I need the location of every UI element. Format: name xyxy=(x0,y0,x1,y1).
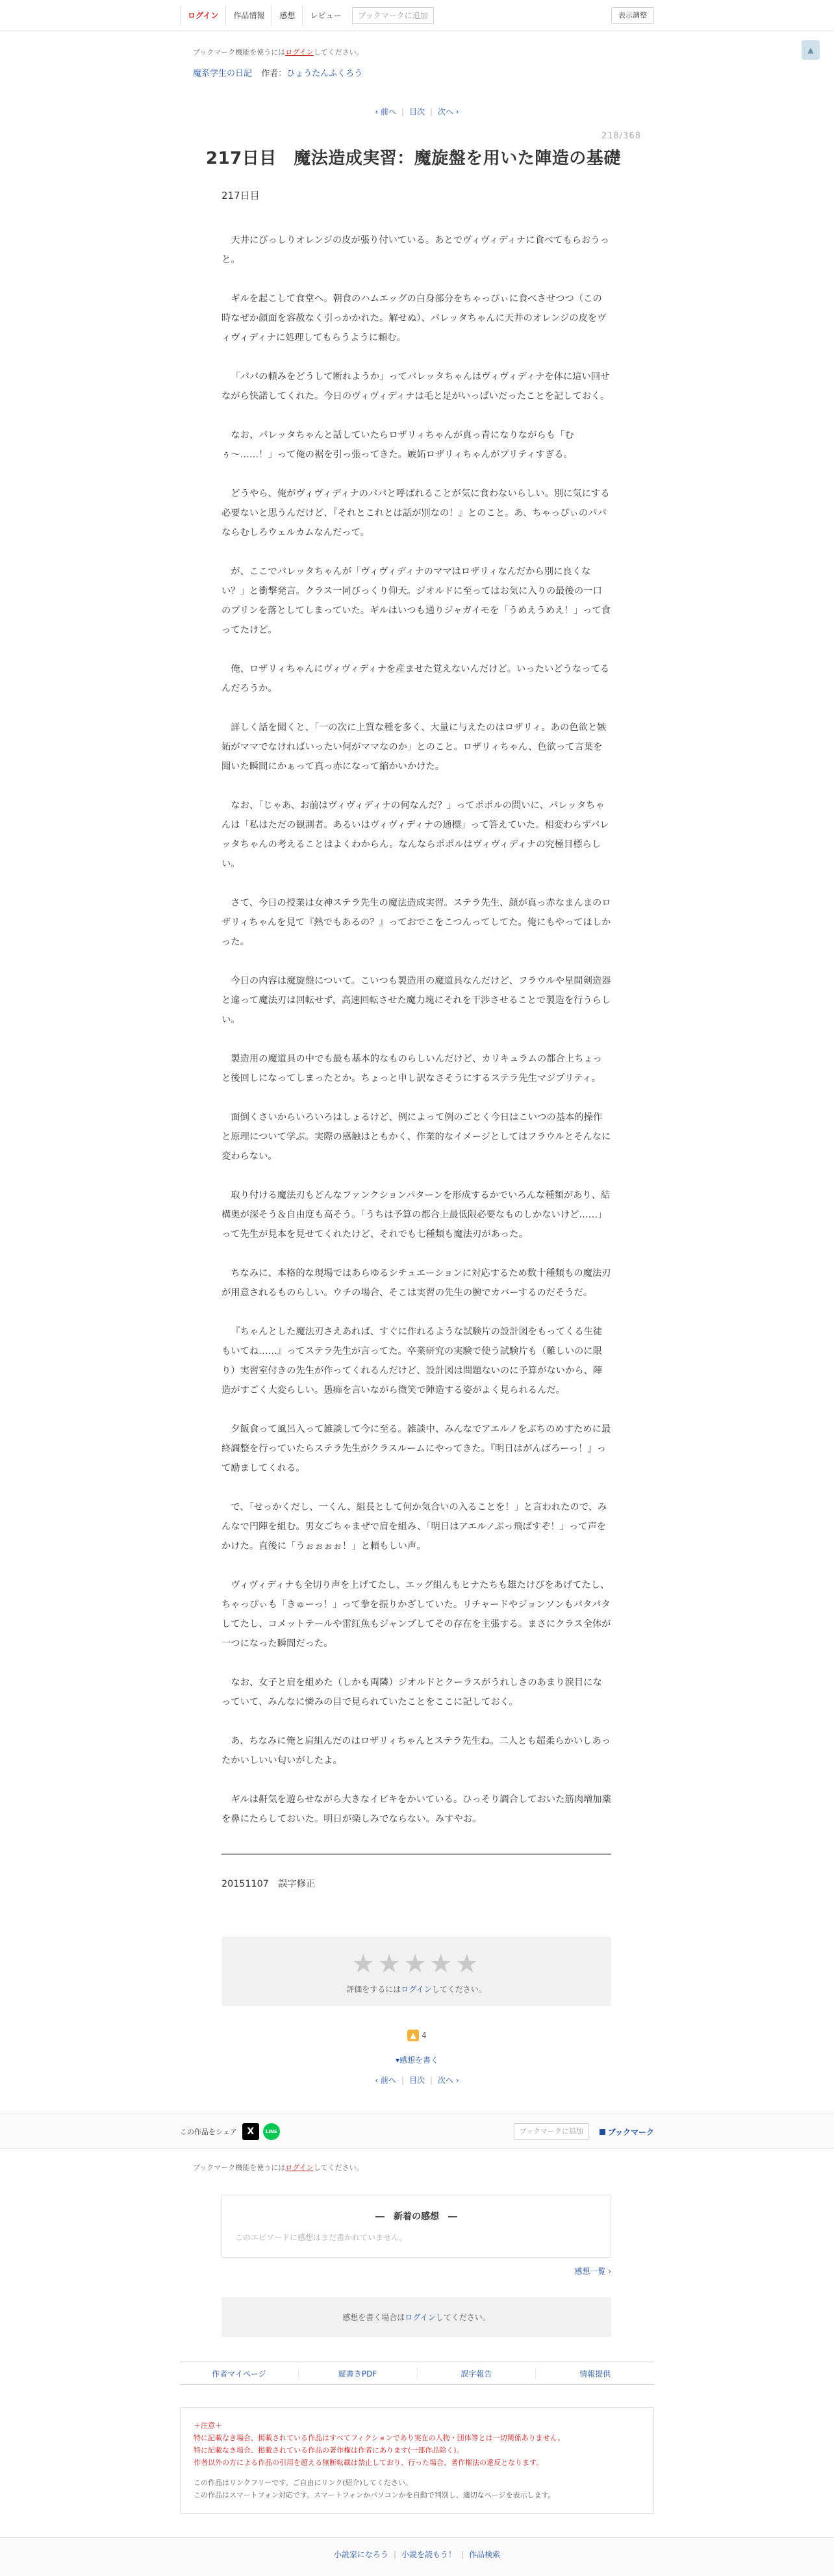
footer-link-search[interactable]: 作品検索 xyxy=(469,2550,501,2559)
top-nav-links xyxy=(180,6,348,25)
body-paragraph: なお、「じゃあ、お前はヴィヴィディナの何なんだ？」ってポポルの問いに、パレッタちゃんは「私はただの観測者。あるいはヴィヴィディナの通標」って答えていた。相変わらずパレッタちゃんの考えることはよくわからん。なんならポポルはヴィヴィディナの究極目標らしい。 xyxy=(221,800,609,869)
top-navigation-bar xyxy=(0,0,834,31)
body-paragraph: 天井にびっしりオレンジの皮が張り付いている。あとでヴィヴィディナに食べてもらおうっと。 xyxy=(221,235,609,265)
notice-login-link[interactable]: ログイン xyxy=(285,48,314,57)
impressions-empty-text: このエピソードに感想はまだ書かれていません。 xyxy=(235,2233,407,2242)
impression-login-link[interactable]: ログイン xyxy=(405,2313,436,2322)
caution-note-2: この作品はスマートフォン対応です。スマートフォンかパソコンかを自動で判別し、適切なページを表示します。 xyxy=(194,2491,555,2499)
evaluation-note xyxy=(221,1983,611,1995)
display-settings-button[interactable]: 表示調整 xyxy=(611,7,654,24)
evaluation-note-text: 評価をするには xyxy=(346,1985,401,1994)
footer-link-narou[interactable]: 小説家になろう xyxy=(333,2550,388,2559)
prev-link-bottom[interactable]: ‹ 前へ xyxy=(375,2076,396,2085)
episode-subtitle: 217日目 xyxy=(221,190,260,201)
new-impressions-box xyxy=(221,2195,611,2258)
series-title-link[interactable]: 魔系学生の日記 xyxy=(193,69,253,79)
body-paragraph: どうやら、俺がヴィヴィディナのパパと呼ばれることが気に食わないらしい。別に気にする必要ないと思うんだけど、『それとこれとは話が別なの！』とのこと。あ、ちゃっぴぃのパパならむしろウェルカムなんだって。 xyxy=(221,489,610,538)
caution-text-1: 特に記載なき場合、掲載されている作品はすべてフィクションであり実在の人物・団体等とは一切関係ありません。 xyxy=(194,2434,565,2442)
author-label: 作者： xyxy=(261,69,287,79)
bookmark-login-notice xyxy=(193,47,654,57)
bookmark-link[interactable] xyxy=(600,2126,654,2137)
toc-link[interactable]: 目次 xyxy=(409,107,425,116)
impression-login-end: してください。 xyxy=(435,2313,490,2322)
next-link[interactable]: 次へ › xyxy=(438,107,459,116)
main-content xyxy=(180,47,654,2085)
body-paragraph: あ、ちなみに俺と肩組んだのはロザリィちゃんとステラ先生ね。二人とも超柔らかいしあったかいしいい匂いがしたよ。 xyxy=(221,1736,611,1766)
thumbs-up-icon: ▲ xyxy=(407,2030,419,2041)
body-paragraph: なお、パレッタちゃんと話していたらロザリィちゃんが真っ青になりながらも「むぅ〜……！」って俺の裾を引っ張ってきた。嫉妬ロザリィちゃんがプリティすぎる。 xyxy=(221,430,574,460)
share-label: この作品をシェア xyxy=(180,2128,237,2136)
caution-text-3: 作者以外の方による作品の引用を超える無断転載は禁止しており、行った場合、著作権法の違反となります。 xyxy=(194,2458,544,2467)
write-review-toggle[interactable]: ▾感想を書く xyxy=(395,2056,439,2065)
info-provide-link[interactable]: 情報提供 xyxy=(535,2368,654,2379)
notice-text: ブックマーク機能を使うには xyxy=(193,48,286,57)
bookmark-link-label: ブックマーク xyxy=(607,2127,654,2137)
novel-body xyxy=(221,231,611,1829)
body-paragraph: 今日の内容は魔旋盤について。こいつも製造用の魔道具なんだけど、フラウルや星間剣造器と違って魔法刃は回転せず、高速回転させた魔力塊にそれを干渉させることで製造を行うらしい。 xyxy=(221,976,611,1025)
next-link-bottom[interactable]: 次へ › xyxy=(438,2076,459,2085)
notice-text-bottom: ブックマーク機能を使うには xyxy=(193,2163,286,2172)
body-paragraph: 俺、ロザリィちゃんにヴィヴィディナを産ませた覚えないんだけど。いったいどうなってるんだろうか。 xyxy=(221,664,610,694)
page-top-button[interactable] xyxy=(802,40,820,60)
body-paragraph: 取り付ける魔法刃もどんなファンクションパターンを形成するかでいろんな種類があり、結構奥が深そう＆自由度も高そう。「うちは予算の都合上最低限必要なものしかないけど……」って先生が見本を見せてくれたけど、それでも七種類も魔法刃があった。 xyxy=(221,1190,611,1240)
like-count: 4 xyxy=(422,2031,427,2040)
footer-link-yomou[interactable]: 小説を読もう！ xyxy=(401,2550,456,2559)
notice-text-end: してください。 xyxy=(313,48,364,57)
body-paragraph: 「パパの頼みをどうして断れようか」ってパレッタちゃんはヴィヴィディナを体に這い回せながら快諾してくれた。今日のヴィヴィディナは毛と足がいっぱいだったことを記しておく。 xyxy=(221,372,610,402)
body-divider xyxy=(221,1854,611,1855)
caution-head: ＋注意＋ xyxy=(194,2421,222,2430)
bookmark-login-notice-bottom xyxy=(193,2162,654,2173)
body-paragraph: ギルは鼾気を遊らせながら大きなイビキをかいている。ひっそり調合しておいた筋肉増加薬を鼻にたらしておいた。明日が楽しみでならない。みすやお。 xyxy=(221,1794,611,1824)
series-info xyxy=(193,66,654,79)
author-footer-nav xyxy=(180,2362,654,2385)
episode-pager-bottom: ‹ 前へ | 目次 | 次へ › xyxy=(375,2076,459,2085)
impression-login-box xyxy=(221,2297,611,2337)
body-paragraph: さて、今日の授業は女神ステラ先生の魔法造成実習。ステラ先生、顔が真っ赤なまんまのロザリィちゃんを見て『熱でもあるの？』っておでこをこつんってしてた。俺にもやってほしかった。 xyxy=(221,898,611,947)
impressions-link[interactable]: 感想 xyxy=(272,6,302,25)
impressions-list-link[interactable]: 感想一覧 › xyxy=(574,2267,611,2276)
caution-box xyxy=(180,2407,654,2514)
rating-stars[interactable]: ★★★★★ xyxy=(351,1949,481,1979)
body-paragraph: で、「せっかくだし、一くん、組長として何か気合いの入ることを！」と言われたので、みんなで円陣を組む。男女ごちゃまぜで肩を組み、「明日はアエルノぶっ飛ばすぞ！」って声をかけた。直後に「うぉぉぉぉ！」と頼もしい声。 xyxy=(221,1502,607,1551)
episode-title: 217日目 魔法造成実習：魔旋盤を用いた陣造の基礎 xyxy=(206,149,621,168)
episode-number: 218/368 xyxy=(601,131,641,141)
site-footer: 小説家になろう | 小説を読もう！ | 作品検索 xyxy=(0,2537,834,2576)
like-button[interactable] xyxy=(180,2030,654,2041)
x-logo-icon[interactable]: X xyxy=(242,2123,259,2140)
vertical-pdf-link[interactable]: 縦書きPDF xyxy=(298,2368,417,2379)
bookmark-add-button[interactable]: ブックマークに追加 xyxy=(352,7,433,24)
body-paragraph: 面倒くさいからいろいろはしょるけど、例によって例のごとく今日はこいつの基本的操作と原理について学ぶ。実際の感触はともかく、作業的なイメージとしてはフラウルとそんなに変わらない。 xyxy=(221,1112,611,1162)
arrow-up-icon: ▲ xyxy=(807,45,814,55)
episode-pager-top: ‹ 前へ | 目次 | 次へ › xyxy=(375,107,459,116)
caution-note-1: この作品はリンクフリーです。ご自由にリンク(紹介)してください。 xyxy=(194,2479,412,2487)
lower-content xyxy=(180,2162,654,2337)
body-paragraph: 詳しく話を聞くと、「一の次に上質な種を多く、大量に与えたのはロザリィ。あの色欲と嫉妬がママでなければいったい何がママなのか」とのこと。ロザリィちゃん、色欲って言葉を聞いた瞬間にかぁって真っ赤になって縮かいかけた。 xyxy=(221,722,607,772)
body-paragraph: が、ここでパレッタちゃんが「ヴィヴィディナのママはロザリィなんだから別に良くない？」と衝撃発言。クラス一同びっくり仰天。ジオルドに至ってはお気に入りの最後の一口のプリンを落としてしまっていた。ギルはいつも通りジャガイモを「うめえうめえ！」って食ってたけど。 xyxy=(221,567,611,635)
share-bookmark-add-button[interactable]: ブックマークに追加 xyxy=(514,2123,589,2140)
impression-login-text: 感想を書く場合は xyxy=(342,2313,405,2322)
body-paragraph: ちなみに、本格的な現場ではあらゆるシチュエーションに対応するため数十種類もの魔法刃が用意されるものらしい。ウチの場合、そこは実習の先生の腕でカバーするのだそうだ。 xyxy=(221,1268,611,1298)
author-mypage-link[interactable]: 作者マイページ xyxy=(212,2369,266,2378)
body-paragraph: 『ちゃんとした魔法刃さえあれば、すぐに作れるような試験片の設計図をもってくる生徒もいてね……』ってステラ先生が言ってた。卒業研究の実験で使う試験片も（難しいのに限り）実習室付きの先生が作ってくれるんだけど、設計図は問題ないのに予算がないから、陣造がすごく大変らしい。愚痴を言いながら微笑で陣造する姿がよく見られるんだ。 xyxy=(221,1327,603,1396)
body-paragraph: 製造用の魔道具の中でも最も基本的なものらしいんだけど、カリキュラムの都合上ちょっと後回しになってしまったとか。ちょっと申し訳なさそうにするステラ先生マジプリティ。 xyxy=(221,1054,603,1084)
review-link[interactable]: レビュー xyxy=(302,6,348,25)
evaluation-box xyxy=(221,1937,611,2006)
notice-text-end-bottom: してください。 xyxy=(313,2163,364,2172)
notice-login-link-bottom[interactable]: ログイン xyxy=(285,2163,314,2172)
body-paragraph: ヴィヴィディナも全切り声を上げてたし、エッグ組んもヒナたちも雄たけびをあげてたし、ちゃっぴぃも「きゅーっ！」って拳を振りかざしていた。リチャードやジョンソンもパタパタしてたし、コメットテールや雷紅魚もジャンプしてその存在を主張する。まさにクラス全体が一つになった瞬間だった。 xyxy=(221,1580,611,1649)
evaluation-note-end: してください。 xyxy=(431,1985,486,1994)
toc-link-bottom[interactable]: 目次 xyxy=(409,2076,425,2085)
bookmark-square-icon xyxy=(600,2129,605,2135)
login-link[interactable]: ログイン xyxy=(180,6,225,25)
body-paragraph: ギルを起こして食堂へ。朝食のハムエッグの白身部分をちゃっぴぃに食べさせつつ（この時なぜか顔面を容赦なく引っかかれた。解せぬ）、パレッタちゃんに天井のオレンジの皮をヴィヴィディナに処理してもらうように頼む。 xyxy=(221,294,607,343)
caution-text-2: 特に記載なき場合、掲載されている作品の著作権は作者にあります(一部作品除く)。 xyxy=(194,2446,464,2455)
new-impressions-title: ― 新着の感想 ― xyxy=(375,2212,457,2222)
share-bar xyxy=(0,2113,834,2149)
evaluation-login-link[interactable]: ログイン xyxy=(401,1985,432,1994)
body-paragraph: なお、女子と肩を組めた（しかも両隣）ジオルドとクーラスがうれしさのあまり涙目になっていて、みんなに憐みの目で見られていたことをここに記しておく。 xyxy=(221,1677,602,1707)
typo-report-link[interactable]: 誤字報告 xyxy=(417,2368,536,2379)
afterword: 20151107 誤字修正 xyxy=(221,1879,316,1889)
author-link[interactable]: ひょうたんふくろう xyxy=(286,69,363,79)
line-logo-icon[interactable]: LINE xyxy=(263,2123,280,2140)
work-info-link[interactable]: 作品情報 xyxy=(225,6,272,25)
prev-link[interactable]: ‹ 前へ xyxy=(375,107,396,116)
body-paragraph: 夕飯食って風呂入って雑談して今に至る。雑談中、みんなでアエルノをぶちのめすために最終調整を行っていたらステラ先生がクラスルームにやってきた。『明日はがんばろーっ！』って励ましてくれる。 xyxy=(221,1424,611,1473)
